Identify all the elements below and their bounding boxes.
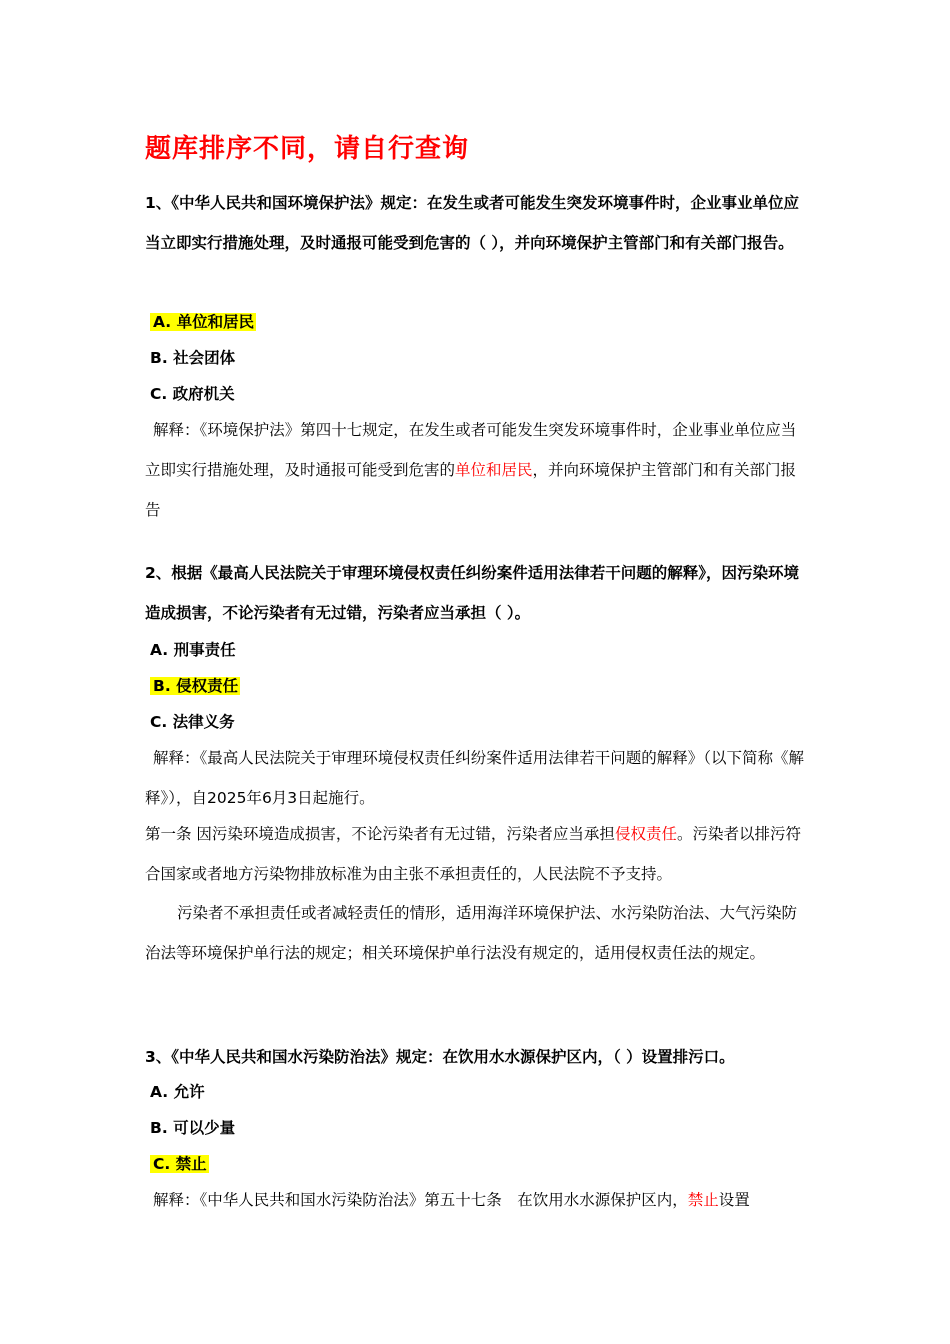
question-2-explanation [145,814,810,894]
question-1-explanation [145,410,810,530]
answer-highlight: B. 侵权责任 [150,677,240,695]
question-2-option-a: A. 刑事责任 [150,641,236,659]
question-1-option-a [150,311,256,333]
explanation-text: 解释：《中华人民共和国水污染防治法》第五十七条 在饮用水水源保护区内， [153,1191,688,1209]
explanation-text: 设置 [718,1191,750,1209]
page-title: 题库排序不同，请自行查询 [145,134,470,164]
question-3-option-a: A. 允许 [150,1083,205,1101]
explanation-text: 解释：《环境保护法》第四十七规定，在发生或者可能发生突发环境事件时，企业事业单位应当立即实行措施处理，及时通报可能受到危害的 [145,421,797,479]
explanation-text: 第一条 因污染环境造成损害，不论污染者有无过错，污染者应当承担 [145,825,615,843]
question-3-explanation [145,1180,825,1220]
explanation-text: ，并向环境保护主管部门和有关部门报告 [145,461,797,519]
explanation-answer: 禁止 [687,1191,719,1209]
explanation-text: 。污染者以排污符合国家或者地方污染物排放标准为由主张不承担责任的，人民法院不予支持。 [145,825,801,883]
question-3-stem: 3、《中华人民共和国水污染防治法》规定：在饮用水水源保护区内，（ ）设置排污口。 [145,1048,735,1066]
explanation-answer: 侵权责任 [614,825,677,843]
question-2-explanation-extra: 污染者不承担责任或者减轻责任的情形，适用海洋环境保护法、水污染防治法、大气污染防治法等环境保护单行法的规定；相关环境保护单行法没有规定的，适用侵权责任法的规定。 [145,904,798,962]
question-3-option-c [150,1153,209,1175]
question-3-option-b: B. 可以少量 [150,1119,236,1137]
question-2-explanation-intro: 解释：《最高人民法院关于审理环境侵权责任纠纷案件适用法律若干问题的解释》（以下简称《解释》），自2025年6月3日起施行。 [145,749,805,807]
question-1-option-b: B. 社会团体 [150,349,236,367]
question-1-stem: 1、《中华人民共和国环境保护法》规定：在发生或者可能发生突发环境事件时，企业事业单位应当立即实行措施处理，及时通报可能受到危害的（ ），并向环境保护主管部门和有关部门报告。 [145,194,800,252]
question-2-option-c: C. 法律义务 [150,713,235,731]
answer-highlight: A. 单位和居民 [150,313,256,331]
question-2-stem: 2、根据《最高人民法院关于审理环境侵权责任纠纷案件适用法律若干问题的解释》，因污染环境造成损害，不论污染者有无过错，污染者应当承担（ ）。 [145,564,800,622]
explanation-answer: 单位和居民 [455,461,533,479]
question-2-option-b [150,675,240,697]
question-1-option-c: C. 政府机关 [150,385,235,403]
answer-highlight: C. 禁止 [150,1155,209,1173]
